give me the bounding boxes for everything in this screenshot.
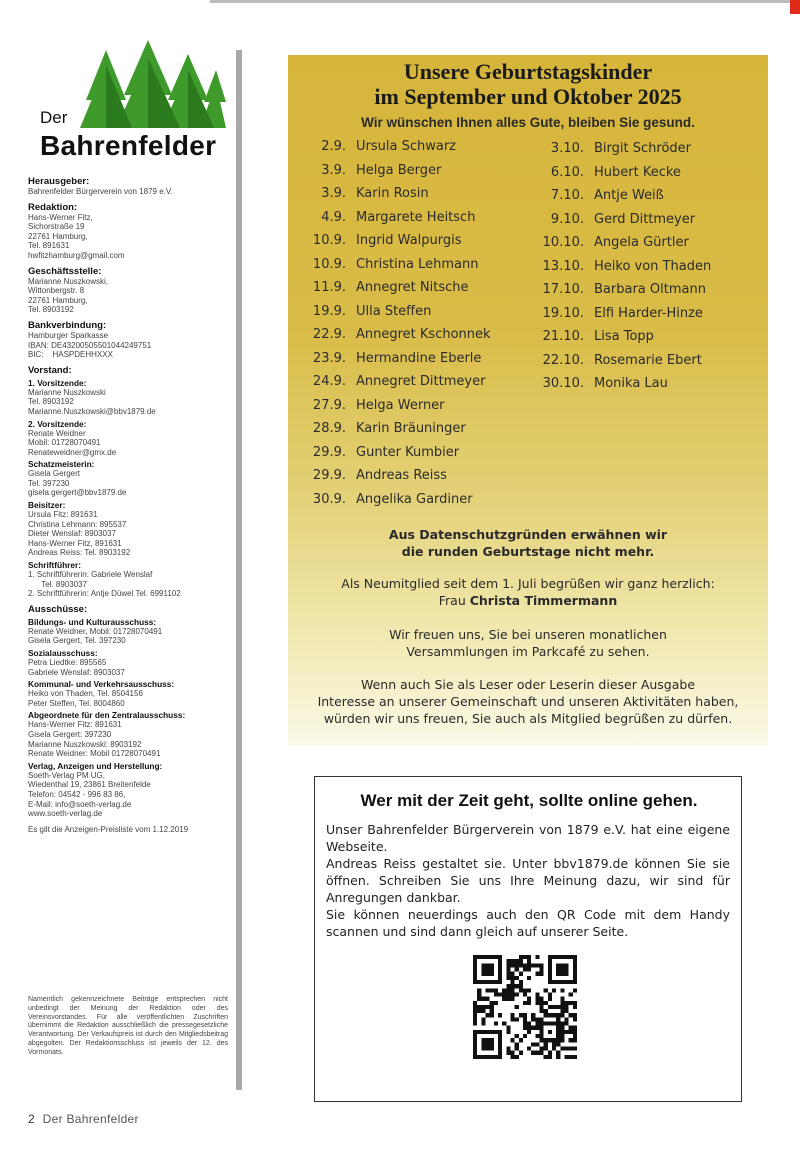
sub-heading: 2. Vorsitzende: bbox=[28, 418, 87, 429]
sub-text: Marianne Nuszkowski Tel. 8903192 Marianne.Nuszkowski@bbv1879.de bbox=[28, 387, 156, 416]
birthday-name: Ulla Steffen bbox=[356, 303, 432, 319]
birthday-row bbox=[300, 137, 456, 161]
neumitglied-prefix: Frau bbox=[438, 593, 470, 608]
birthday-name: Birgit Schröder bbox=[594, 141, 691, 156]
sub-text: Soeth-Verlag PM UG, Wiedenthal 19, 23861 Breitenfelde Telefon: 04542 - 996 83 86, E-Mail: info@soeth-verlag.de www.soeth-verlag.de bbox=[28, 770, 151, 819]
birthday-row bbox=[538, 280, 706, 304]
sub-text: 1. Schriftführerin: Gabriele Wenslaf Tel. 8903037 2. Schriftführerin: Antje Düwel Tel. 6991102 bbox=[28, 570, 181, 599]
birthday-date: 19.9. bbox=[312, 303, 346, 319]
birthday-name: Gunter Kumbier bbox=[356, 444, 460, 460]
birthday-row bbox=[300, 208, 475, 232]
section-heading: Bankverbindung: bbox=[28, 319, 107, 331]
column-divider bbox=[236, 50, 242, 1090]
leser-line-2: Interesse an unserer Gemeinschaft und unseren Aktivitäten haben, bbox=[317, 694, 739, 709]
page-number: 2 bbox=[28, 1112, 35, 1126]
birthday-name: Helga Berger bbox=[356, 162, 442, 178]
birthday-name: Hubert Kecke bbox=[594, 164, 681, 180]
imprint-section bbox=[28, 320, 233, 360]
birthday-date: 7.10. bbox=[550, 188, 584, 203]
birthday-date: 4.9. bbox=[321, 209, 346, 225]
birthday-date: 13.10. bbox=[542, 258, 584, 274]
birthday-panel bbox=[288, 55, 768, 745]
birthday-name: Antje Weiß bbox=[594, 188, 664, 203]
birthday-name: Elfi Harder-Hinze bbox=[594, 305, 703, 321]
birthday-name: Christina Lehmann bbox=[356, 256, 479, 272]
birthday-name: Karin Rosin bbox=[356, 186, 429, 201]
birthday-date: 30.9. bbox=[312, 491, 346, 507]
birthday-row bbox=[538, 351, 702, 375]
birthday-row bbox=[300, 443, 459, 467]
ausschuesse-section bbox=[28, 604, 233, 835]
leser-line-3: würden wir uns freuen, Sie auch als Mitglied begrüßen zu dürfen. bbox=[323, 711, 733, 726]
birthday-date: 28.9. bbox=[312, 421, 346, 436]
birthday-row bbox=[300, 419, 466, 443]
birthday-row bbox=[538, 233, 689, 257]
birthday-date: 23.9. bbox=[312, 350, 346, 366]
birthday-date: 10.9. bbox=[312, 233, 346, 248]
disclaimer: Namentlich gekennzeichnete Beiträge entsprechen nicht unbedingt der Meinung der Redaktion oder des Vereinsvorstandes. Für alle veröffentlichten Zuschriften übernimmt die Redaktion ausschließlich die pressegesetzliche Verantwortung. Der Verkaufspreis ist durch den Mitgliedsbeitrag abgegolten. Der Redaktionsschluss ist jeweils der 12. des Vormonats. bbox=[28, 996, 228, 1056]
online-paragraph: Unser Bahrenfelder Bürgerverein von 1879 e.V. hat eine eigene Webseite. bbox=[326, 822, 730, 854]
vorstand-heading: Vorstand: bbox=[28, 364, 72, 376]
birthday-row bbox=[300, 490, 473, 514]
birthday-row bbox=[538, 139, 691, 163]
sub-text: Heiko von Thaden, Tel. 8504156 Peter Steffen, Tel. 8004860 bbox=[28, 689, 143, 708]
sub-heading: Schatzmeisterin: bbox=[28, 459, 95, 470]
sub-heading: Abgeordnete für den Zentralausschuss: bbox=[28, 710, 186, 721]
qr-code-icon[interactable] bbox=[473, 955, 577, 1059]
ausschuesse-heading: Ausschüsse: bbox=[28, 603, 88, 615]
birthday-date: 29.9. bbox=[312, 444, 346, 460]
birthday-date: 10.10. bbox=[542, 235, 584, 250]
birthday-name: Annegret Dittmeyer bbox=[356, 374, 486, 389]
neumitglied-line-2 bbox=[288, 592, 768, 609]
birthday-row bbox=[300, 278, 469, 302]
freuen-line-2: Versammlungen im Parkcafé zu sehen. bbox=[406, 644, 650, 659]
sub-text: Renate Weidner Mobil: 01728070491 Renateweidner@gmx.de bbox=[28, 428, 117, 457]
birthday-row bbox=[300, 466, 447, 490]
birthday-date: 27.9. bbox=[312, 397, 346, 413]
birthday-date: 9.10. bbox=[550, 211, 584, 227]
sub-text: Hans-Werner Fitz: 891631 Gisela Gergert: 397230 Marianne Nuszkowski: 8903192 Renate Weidner: Mobil 01728070491 bbox=[28, 720, 161, 759]
wish-line: Wir wünschen Ihnen alles Gute, bleiben Sie gesund. bbox=[361, 115, 695, 130]
section-text: Hans-Werner Fitz, Sichorstraße 19 22761 Hamburg, Tel. 891631 hwfitzhamburg@gmail.com bbox=[28, 212, 125, 260]
birthday-name: Karin Bräuninger bbox=[356, 421, 466, 436]
section-heading: Herausgeber: bbox=[28, 176, 90, 187]
birthday-row bbox=[538, 327, 654, 351]
birthday-date: 6.10. bbox=[550, 164, 584, 180]
online-title: Wer mit der Zeit geht, sollte online gehen. bbox=[360, 791, 698, 810]
birthday-date: 11.9. bbox=[312, 280, 346, 295]
birthday-name: Gerd Dittmeyer bbox=[594, 211, 696, 227]
sub-heading: Beisitzer: bbox=[28, 500, 66, 511]
section-text: Hamburger Sparkasse IBAN: DE43200505501044249751 BIC: HASPDEHHXXX bbox=[28, 330, 152, 360]
birthday-name: Annegret Nitsche bbox=[356, 280, 469, 295]
sub-heading: Sozialausschuss: bbox=[28, 648, 98, 658]
birthday-row bbox=[538, 257, 711, 281]
birthday-name: Annegret Kschonnek bbox=[356, 327, 491, 342]
birthday-name: Andreas Reiss bbox=[356, 468, 447, 483]
imprint bbox=[28, 176, 233, 834]
birthday-row bbox=[538, 304, 703, 328]
online-body bbox=[326, 821, 730, 940]
corner-mark bbox=[790, 0, 800, 14]
online-paragraph: Sie können neuerdings auch den QR Code mit dem Handy scannen und sind dann gleich auf unserer Seite. bbox=[326, 907, 730, 939]
birthday-date: 22.10. bbox=[542, 352, 584, 368]
birthday-name: Rosemarie Ebert bbox=[594, 352, 702, 368]
birthday-date: 30.10. bbox=[542, 376, 584, 391]
section-text: Marianne Nuszkowski, Wittonbergstr. 8 22761 Hamburg, Tel. 8903192 bbox=[28, 276, 109, 315]
panel-title: Unsere Geburtstagskinder bbox=[403, 59, 653, 84]
birthday-date: 3.9. bbox=[321, 186, 346, 201]
sub-text: Renate Weidner, Mobil: 01728070491 Gisela Gergert, Tel. 397230 bbox=[28, 626, 163, 646]
birthday-name: Helga Werner bbox=[356, 397, 445, 413]
sub-heading: Kommunal- und Verkehrsausschuss: bbox=[28, 679, 175, 690]
imprint-column bbox=[28, 40, 233, 844]
online-paragraph: Andreas Reiss gestaltet sie. Unter bbv1879.de können Sie sie öffnen. Schreiben Sie uns Ihre Meinung dazu, wir sind für Anregungen dankbar. bbox=[326, 856, 730, 905]
birthday-row bbox=[538, 163, 681, 187]
birthday-date: 3.10. bbox=[550, 141, 584, 156]
birthday-row bbox=[300, 255, 478, 279]
sub-heading: Bildungs- und Kulturausschuss: bbox=[28, 616, 157, 627]
top-rule bbox=[210, 0, 800, 3]
birthday-row bbox=[300, 184, 429, 208]
imprint-section bbox=[28, 202, 233, 261]
fir-trees-icon bbox=[76, 40, 226, 130]
birthday-name: Ingrid Walpurgis bbox=[356, 233, 462, 248]
birthday-row bbox=[300, 372, 485, 396]
price-list-note: Es gilt die Anzeigen-Preisliste vom 1.12.2019 bbox=[28, 824, 189, 834]
birthday-row bbox=[300, 396, 445, 420]
birthday-date: 10.9. bbox=[312, 256, 346, 272]
birthday-row bbox=[300, 231, 462, 255]
neumitglied-name: Christa Timmermann bbox=[469, 593, 618, 608]
birthday-name: Heiko von Thaden bbox=[594, 258, 712, 274]
birthday-name: Hermandine Eberle bbox=[356, 350, 482, 366]
birthday-row bbox=[300, 349, 481, 373]
logo bbox=[28, 40, 233, 175]
datenschutz-line-1: Aus Datenschutzgründen erwähnen wir bbox=[388, 527, 668, 542]
birthday-date: 17.10. bbox=[542, 282, 584, 297]
sub-text: Ursula Fitz: 891631 Christina Lehmann: 895537 Dieter Wenslaf: 8903037 Hans-Werner Fitz, 891631 Andreas Reiss: Tel. 8903192 bbox=[28, 510, 131, 558]
imprint-section bbox=[28, 176, 233, 197]
birthday-name: Angela Gürtler bbox=[594, 235, 689, 250]
sub-heading: Schriftführer: bbox=[28, 560, 82, 571]
birthday-date: 22.9. bbox=[312, 327, 346, 342]
section-heading: Geschäftsstelle: bbox=[28, 265, 102, 277]
birthday-row bbox=[538, 186, 664, 210]
birthday-name: Margarete Heitsch bbox=[356, 209, 476, 225]
birthday-date: 24.9. bbox=[312, 374, 346, 389]
birthday-date: 2.9. bbox=[321, 139, 346, 154]
birthday-date: 3.9. bbox=[321, 162, 346, 178]
birthday-name: Monika Lau bbox=[594, 376, 668, 391]
birthday-name: Ursula Schwarz bbox=[356, 139, 456, 154]
online-box bbox=[314, 776, 742, 1102]
sub-text: Petra Liedtke: 895565 Gabriele Wenslaf: 8903037 bbox=[28, 658, 125, 677]
birthday-row bbox=[300, 325, 491, 349]
logo-der: Der bbox=[40, 108, 68, 127]
panel-subtitle: im September und Oktober 2025 bbox=[374, 84, 682, 109]
sub-text: Gisela Gergert Tel. 397230 gisela.gergert@bbv1879.de bbox=[28, 469, 127, 498]
birthday-name: Angelika Gardiner bbox=[356, 491, 473, 507]
footer-title: Der Bahrenfelder bbox=[42, 1112, 139, 1126]
imprint-section bbox=[28, 266, 233, 315]
birthday-date: 21.10. bbox=[542, 329, 584, 344]
section-text: Bahrenfelder Bürgerverein von 1879 e.V. bbox=[28, 187, 173, 196]
leser-line-1: Wenn auch Sie als Leser oder Leserin dieser Ausgabe bbox=[360, 677, 696, 692]
birthday-row bbox=[538, 210, 695, 234]
freuen-line-1: Wir freuen uns, Sie bei unseren monatlichen bbox=[389, 627, 667, 642]
birthday-row bbox=[300, 161, 441, 185]
logo-title: Bahrenfelder bbox=[40, 130, 217, 161]
sub-heading: 1. Vorsitzende: bbox=[28, 377, 87, 388]
birthday-row bbox=[538, 374, 668, 398]
birthday-date: 19.10. bbox=[542, 305, 584, 321]
datenschutz-line-2: die runden Geburtstage nicht mehr. bbox=[401, 544, 655, 559]
birthday-name: Lisa Topp bbox=[594, 329, 654, 344]
birthday-row bbox=[300, 302, 431, 326]
birthday-date: 29.9. bbox=[312, 468, 346, 483]
section-heading: Redaktion: bbox=[28, 201, 78, 213]
page-footer bbox=[28, 1112, 139, 1126]
neumitglied-line-1: Als Neumitglied seit dem 1. Juli begrüßen wir ganz herzlich: bbox=[341, 576, 715, 591]
birthday-name: Barbara Oltmann bbox=[594, 282, 706, 297]
sub-heading: Verlag, Anzeigen und Herstellung: bbox=[28, 760, 163, 771]
vorstand-section bbox=[28, 365, 233, 599]
